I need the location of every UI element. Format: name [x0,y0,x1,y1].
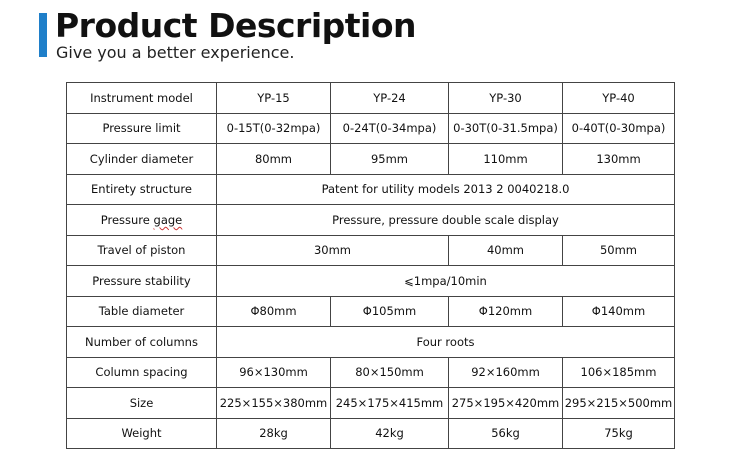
table-cell: YP-40 [563,83,675,114]
table-row [67,296,675,327]
table-row [67,357,675,388]
table-cell: 110mm [449,144,563,175]
table-row [67,144,675,175]
table-cell: 0-30T(0-31.5mpa) [449,113,563,144]
row-label: Table diameter [67,296,217,327]
table-cell: 80×150mm [331,357,449,388]
table-cell: YP-30 [449,83,563,114]
table-cell: YP-24 [331,83,449,114]
row-label: Weight [67,418,217,449]
table-row [67,235,675,266]
table-cell: 95mm [331,144,449,175]
table-cell: 28kg [217,418,331,449]
table-cell: 225×155×380mm [217,388,331,419]
table-cell: 56kg [449,418,563,449]
table-row [67,205,675,236]
row-label: Number of columns [67,327,217,358]
table-cell: YP-15 [217,83,331,114]
table-cell: 275×195×420mm [449,388,563,419]
table-cell: 40mm [449,235,563,266]
table-cell: Φ120mm [449,296,563,327]
page-subtitle: Give you a better experience. [56,43,295,62]
table-cell: 130mm [563,144,675,175]
row-label: Size [67,388,217,419]
table-cell: 96×130mm [217,357,331,388]
table-cell: Φ80mm [217,296,331,327]
table-row [67,174,675,205]
table-row [67,113,675,144]
row-label: Pressure stability [67,266,217,297]
table-row [67,83,675,114]
table-row [67,327,675,358]
table-cell: 0-40T(0-30mpa) [563,113,675,144]
row-label [67,205,217,236]
row-label: Pressure limit [67,113,217,144]
table-cell: 245×175×415mm [331,388,449,419]
table-cell: Patent for utility models 2013 2 0040218.0 [217,174,675,205]
table-cell: 50mm [563,235,675,266]
row-label-misspelled-word: gage [153,212,183,227]
page-title: Product Description [55,6,417,45]
table-cell: 0-24T(0-34mpa) [331,113,449,144]
table-cell: 106×185mm [563,357,675,388]
table-cell: 30mm [217,235,449,266]
table-cell: Four roots [217,327,675,358]
table-row [67,266,675,297]
accent-bar [39,13,47,57]
table-cell: 295×215×500mm [563,388,675,419]
spec-table [66,82,675,449]
table-cell: Φ105mm [331,296,449,327]
table-row [67,388,675,419]
row-label: Cylinder diameter [67,144,217,175]
row-label: Column spacing [67,357,217,388]
table-cell: Φ140mm [563,296,675,327]
table-cell: 42kg [331,418,449,449]
table-cell: Pressure, pressure double scale display [217,205,675,236]
table-cell: ⩽1mpa/10min [217,266,675,297]
row-label-text: Pressure [100,212,154,227]
table-cell: 0-15T(0-32mpa) [217,113,331,144]
table-cell: 75kg [563,418,675,449]
row-label: Travel of piston [67,235,217,266]
row-label: Instrument model [67,83,217,114]
table-cell: 80mm [217,144,331,175]
row-label: Entirety structure [67,174,217,205]
table-row [67,418,675,449]
table-cell: 92×160mm [449,357,563,388]
